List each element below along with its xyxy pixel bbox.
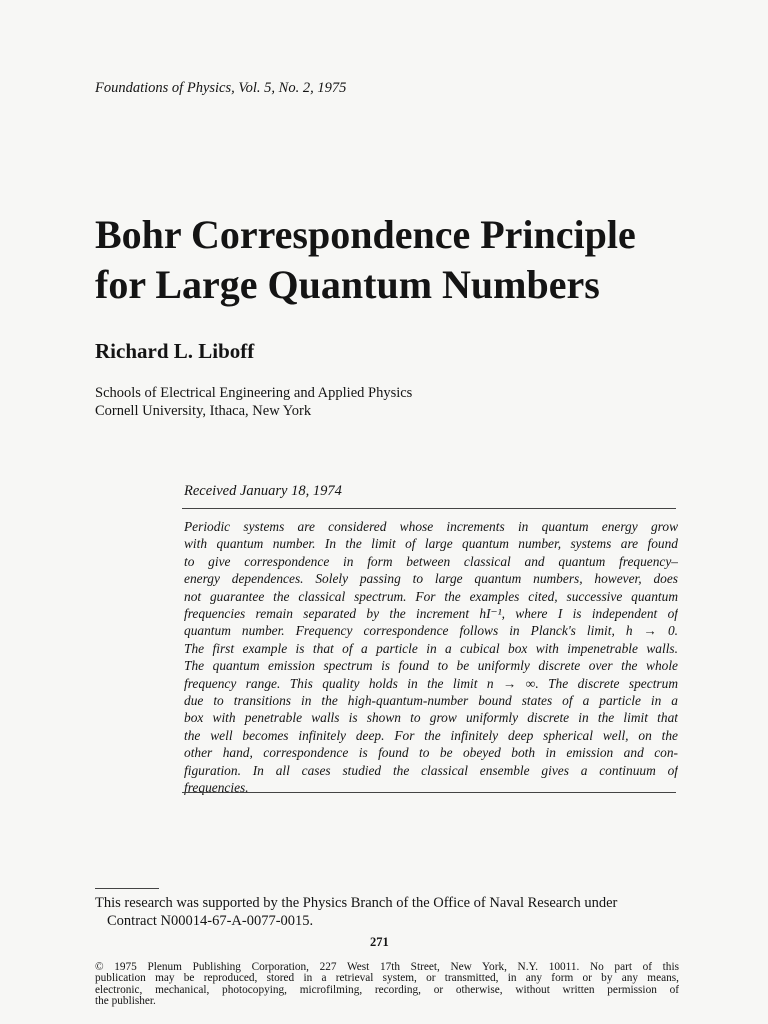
footnote-line-1: This research was supported by the Physics Branch of the Office of Naval Research under [95, 895, 618, 911]
abstract-line: due to transitions in the high-quantum-number bound states of a particle in a [184, 693, 678, 709]
paper-title [95, 210, 636, 310]
title-line-2: for Large Quantum Numbers [95, 262, 600, 307]
copyright-line: © 1975 Plenum Publishing Corporation, 227 West 17th Street, New York, N.Y. 10011. No part of this [95, 962, 679, 973]
abstract-line: frequency range. This quality holds in the limit n → ∞. The discrete spectrum [184, 675, 678, 691]
footnote-rule [95, 888, 159, 889]
funding-footnote [95, 894, 680, 930]
copyright-notice [95, 962, 679, 1008]
journal-header: Foundations of Physics, Vol. 5, No. 2, 1975 [95, 80, 347, 96]
page-number: 271 [370, 935, 389, 949]
copyright-line: the publisher. [95, 996, 156, 1008]
abstract-line: figuration. In all cases studied the classical ensemble gives a continuum of [184, 762, 678, 778]
abstract-line: energy dependences. Solely passing to large quantum numbers, however, does [184, 571, 678, 587]
abstract [184, 518, 678, 797]
copyright-line: electronic, mechanical, photocopying, microfilming, recording, or otherwise, without written permission of [95, 984, 679, 996]
abstract-line: with quantum number. In the limit of large quantum number, systems are found [184, 536, 678, 552]
abstract-line: not guarantee the classical spectrum. For the examples cited, successive quantum [184, 588, 678, 604]
received-date: Received January 18, 1974 [184, 483, 342, 499]
title-line-1: Bohr Correspondence Principle [95, 212, 636, 257]
affiliation-line-1: Schools of Electrical Engineering and Applied Physics [95, 385, 413, 401]
abstract-line: quantum number. Frequency correspondence follows in Planck's limit, h → 0. [184, 623, 678, 639]
abstract-line: The first example is that of a particle in a cubical box with impenetrable walls. [184, 640, 678, 656]
abstract-line: Periodic systems are considered whose increments in quantum energy grow [184, 519, 678, 534]
affiliation-line-2: Cornell University, Ithaca, New York [95, 403, 312, 419]
abstract-bottom-rule [182, 792, 676, 793]
abstract-line: the well becomes infinitely deep. For the infinitely deep spherical well, on the [184, 727, 678, 743]
abstract-line: The quantum emission spectrum is found to be uniformly discrete over the whole [184, 658, 678, 674]
abstract-line: box with penetrable walls is shown to grow uniformly discrete in the limit that [184, 710, 678, 726]
affiliation [95, 384, 412, 420]
abstract-line: other hand, correspondence is found to be obeyed both in emission and con- [184, 745, 678, 761]
abstract-line: frequencies remain separated by the increment hI⁻¹, where I is independent of [184, 606, 678, 622]
abstract-line: frequencies. [184, 780, 249, 796]
author-name: Richard L. Liboff [95, 339, 255, 363]
abstract-top-rule [182, 508, 676, 509]
footnote-line-2: Contract N00014-67-A-0077-0015. [107, 913, 314, 929]
abstract-line: to give correspondence in form between classical and quantum frequency– [184, 553, 678, 569]
copyright-line: publication may be reproduced, stored in a retrieval system, or transmitted, in any form or by any means, [95, 973, 679, 985]
